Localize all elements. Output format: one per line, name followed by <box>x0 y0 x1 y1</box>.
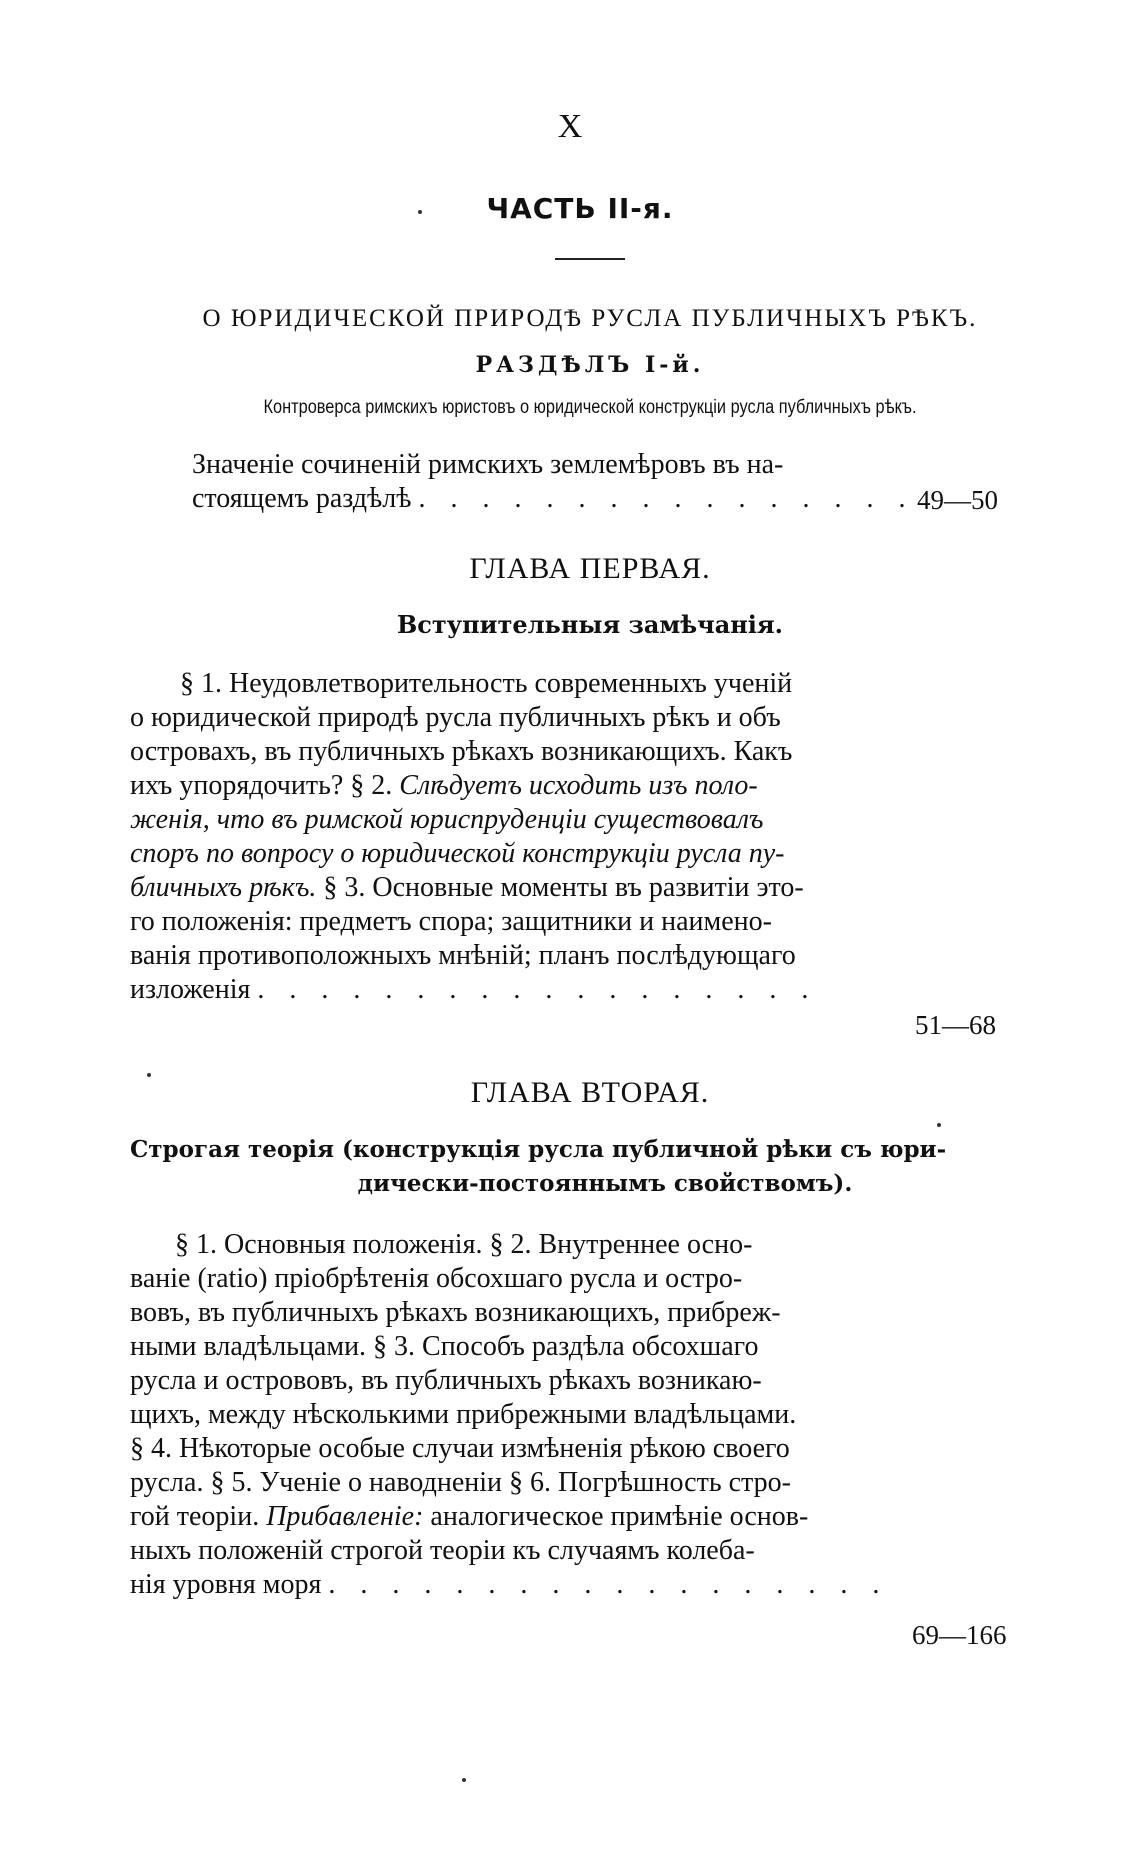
scan-speck <box>937 1123 941 1127</box>
text-line: русла и острововъ, въ публичныхъ рѣкахъ возникаю- <box>130 1365 762 1396</box>
text-line: § 4. Нѣкоторые особые случаи измѣненія рѣкою своего <box>130 1433 790 1464</box>
part-title: О ЮРИДИЧЕСКОЙ ПРИРОДѢ РУСЛА ПУБЛИЧНЫХЪ РѢКЪ. <box>202 305 978 332</box>
chapter-1-subtitle: Вступительныя замѣчанія. <box>396 610 784 639</box>
intro-pages: 49—50 <box>917 485 998 515</box>
text-line: островахъ, въ публичныхъ рѣкахъ возникающихъ. Какъ <box>130 736 793 767</box>
text-line: ваніе (ratio) пріобрѣтенія обсохшаго русла и остро- <box>130 1263 743 1294</box>
text-line: гой теоріи. Прибавленіе: аналогическое примѣніе основ- <box>130 1501 809 1532</box>
scan-speck <box>462 1778 466 1782</box>
chapter-2-paragraph <box>130 1228 889 1602</box>
text-line: о юридической природѣ русла публичныхъ рѣкъ и объ <box>130 702 781 733</box>
text-line: изложенія . . . . . . . . . . . . . . . . . . <box>130 974 818 1005</box>
text-line: ванія противоположныхъ мнѣній; планъ послѣдующаго <box>130 940 796 971</box>
text-line: русла. § 5. Ученіе о наводненіи § 6. Погрѣшность стро- <box>130 1467 791 1498</box>
text-line: бличныхъ рѣкъ. § 3. Основные моменты въ развитіи это- <box>130 872 804 903</box>
text-line: щихъ, между нѣсколькими прибрежными владѣльцами. <box>130 1399 797 1430</box>
chapter-2-subtitle-line-2: дически-постояннымъ свойствомъ). <box>357 1170 853 1197</box>
text-line: § 1. Неудовлетворительность современныхъ ученій <box>180 668 793 699</box>
chapter-1-paragraph <box>130 667 882 1007</box>
text-line: § 1. Основныя положенія. § 2. Внутреннее осно- <box>175 1229 753 1260</box>
part-heading: ЧАСТЬ II-я. <box>486 192 674 225</box>
text-line: ными владѣльцами. § 3. Способъ раздѣла обсохшаго <box>130 1331 759 1362</box>
chapter-2-pages: 69—166 <box>912 1620 1007 1650</box>
section-heading: РАЗДѢЛЪ І-й. <box>475 352 705 378</box>
text-line: го положенія: предметъ спора; защитники и наимено- <box>130 906 772 937</box>
text-line: вовъ, въ публичныхъ рѣкахъ возникающихъ, прибреж- <box>130 1297 781 1328</box>
chapter-1-heading: ГЛАВА ПЕРВАЯ. <box>469 552 711 585</box>
section-subtitle: Контроверса римскихъ юристовъ о юридической конструкціи русла публичныхъ рѣкъ. <box>263 397 917 418</box>
text-line: ихъ упорядочить? § 2. Слѣдуетъ исходить изъ поло- <box>130 770 758 801</box>
italic-text: Слѣдуетъ исходить изъ поло- <box>399 770 758 801</box>
intro-paragraph <box>192 448 915 516</box>
scan-speck <box>418 210 422 214</box>
scan-speck <box>147 1073 151 1077</box>
leader-dots: . . . . . . . . . . . . . . . . <box>418 483 915 514</box>
text-line: споръ по вопросу о юридической конструкціи русла пу- <box>130 838 785 869</box>
divider-rule <box>555 258 625 260</box>
intro-line-2: стоящемъ раздѣлѣ . . . . . . . . . . . . . . . . <box>192 483 915 514</box>
chapter-1-pages: 51—68 <box>915 1010 996 1040</box>
leader-dots: . . . . . . . . . . . . . . . . . . <box>257 974 818 1005</box>
chapter-2-subtitle <box>130 1133 1050 1201</box>
text-line: ныхъ положеній строгой теоріи къ случаямъ колеба- <box>130 1535 755 1566</box>
intro-line-1: Значеніе сочиненій римскихъ землемѣровъ въ на- <box>192 449 784 480</box>
leader-dots: . . . . . . . . . . . . . . . . . . <box>328 1569 889 1600</box>
italic-text: Прибавленіе: <box>266 1501 424 1532</box>
text-line: нія уровня моря . . . . . . . . . . . . . . . . . . <box>130 1569 889 1600</box>
chapter-2-heading: ГЛАВА ВТОРАЯ. <box>470 1076 710 1109</box>
chapter-2-subtitle-line-1: Строгая теорія (конструкція русла публичной рѣки съ юри- <box>130 1136 947 1163</box>
page-number: X <box>557 108 583 145</box>
text-line: женія, что въ римской юриспруденціи существовалъ <box>130 804 764 835</box>
